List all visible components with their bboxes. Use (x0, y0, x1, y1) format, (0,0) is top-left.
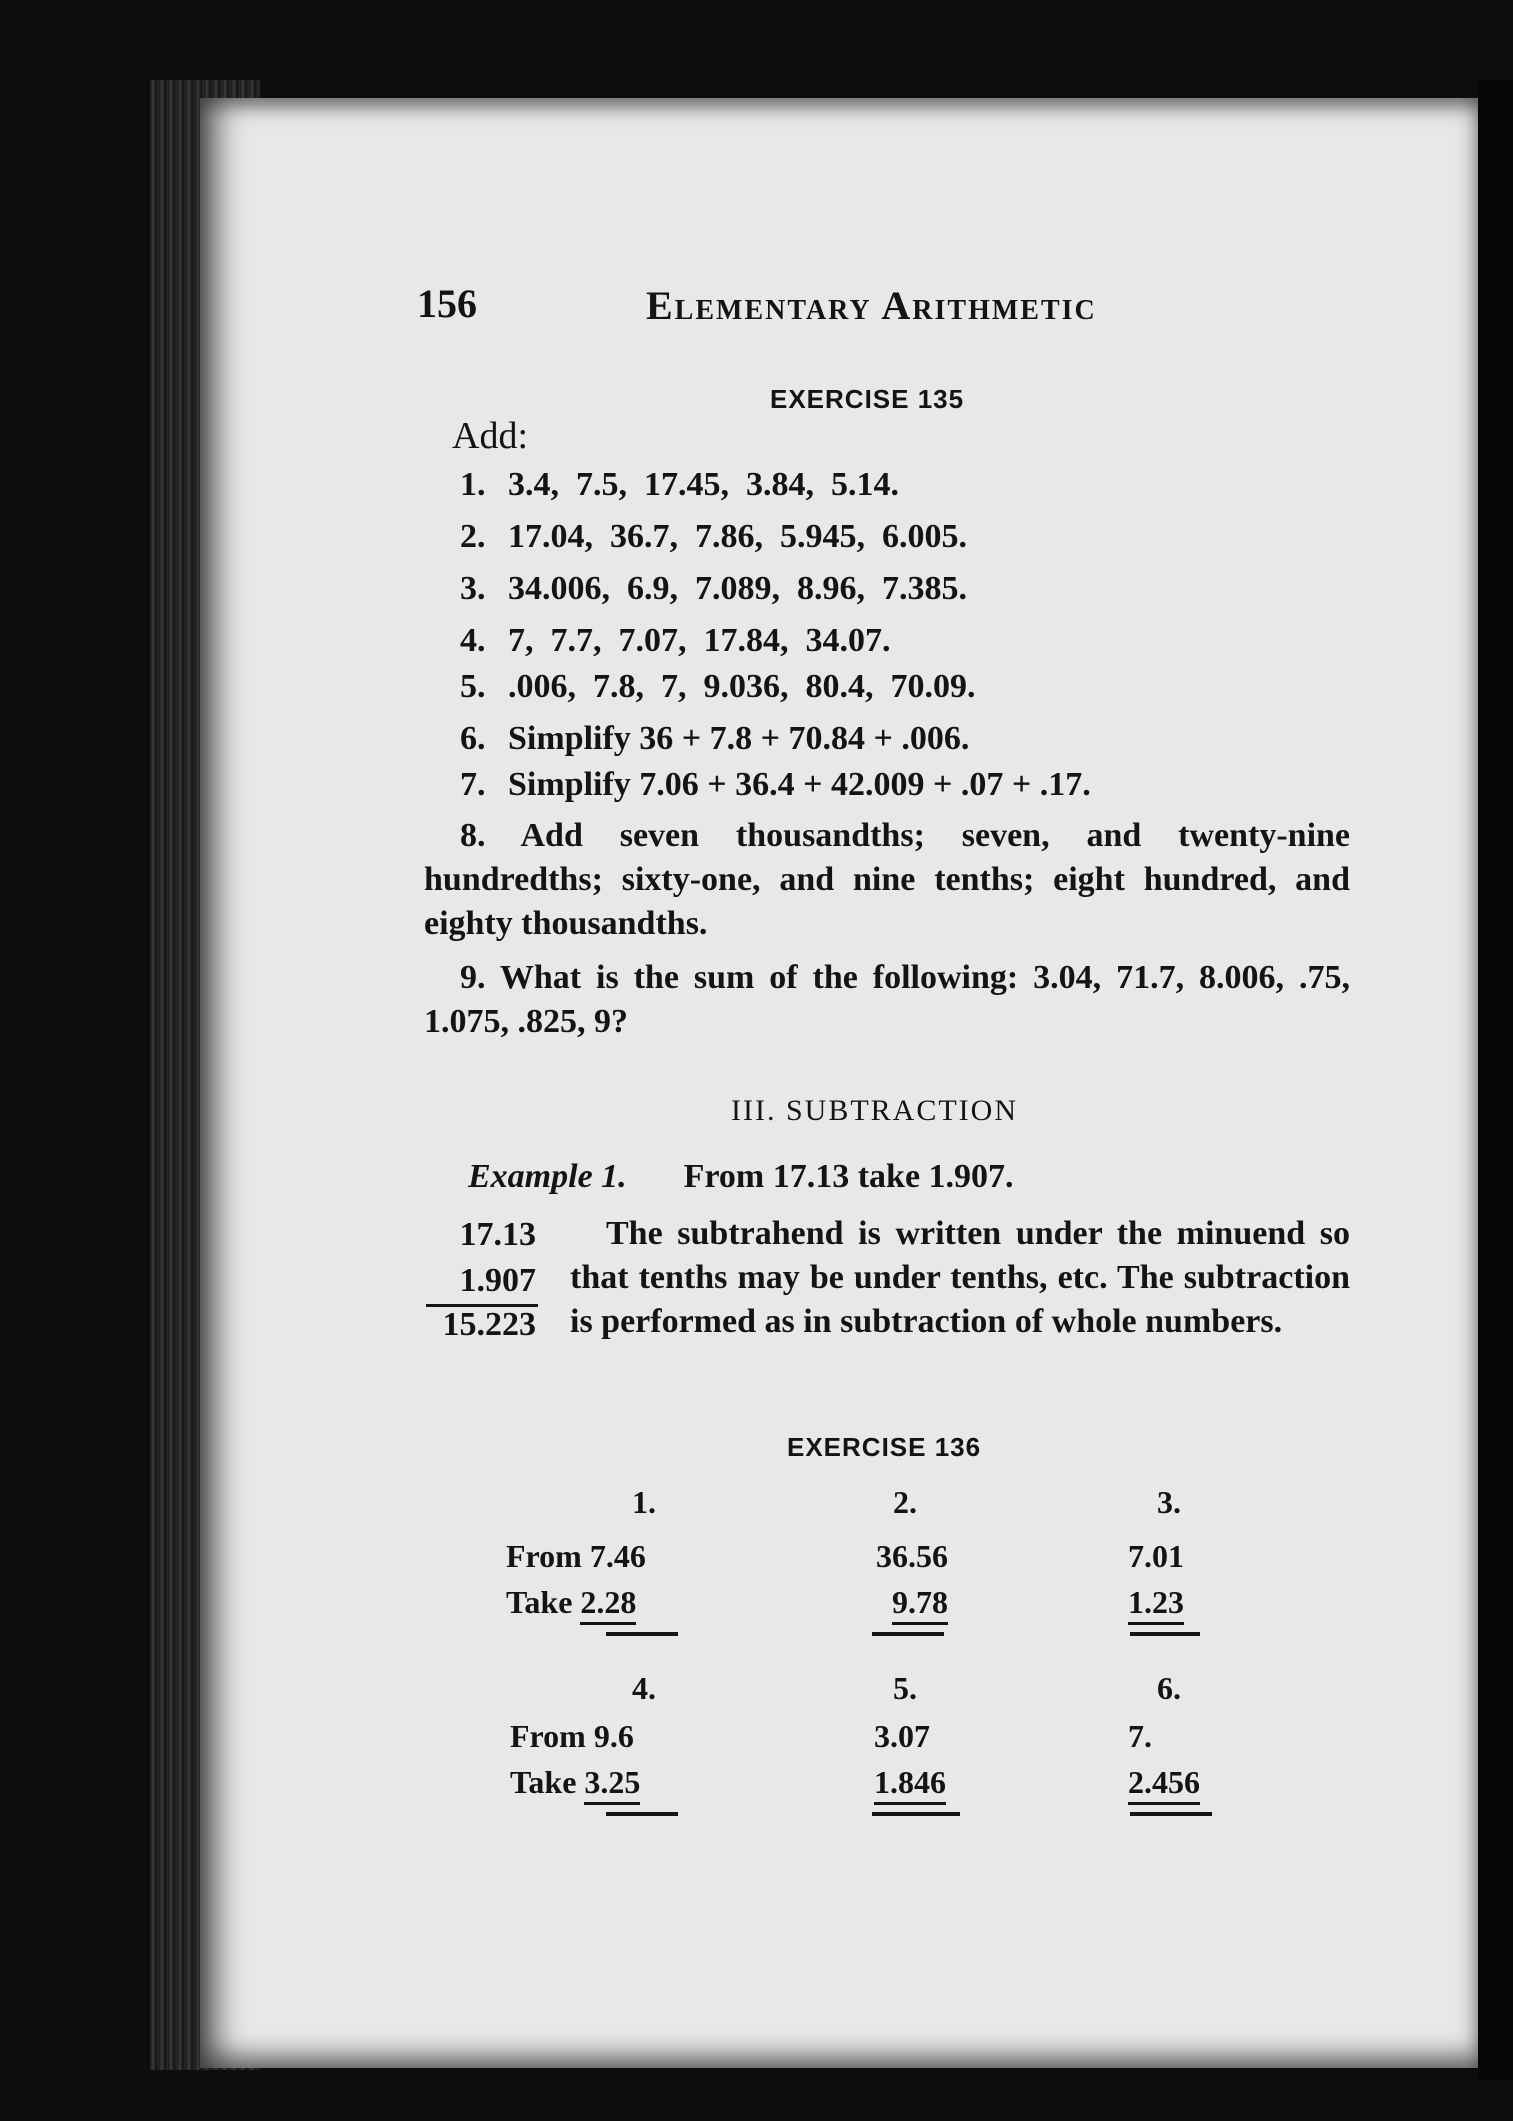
exercise-135-item-2 (460, 518, 967, 556)
example-label: Example 1. (468, 1158, 627, 1195)
take-value: 2.456 (1128, 1762, 1200, 1805)
item-number: 5. (460, 668, 486, 705)
take-label: Take (510, 1764, 577, 1800)
problem-5-number: 5. (893, 1670, 917, 1706)
item-text: 7, 7.7, 7.07, 17.84, 34.07. (508, 622, 891, 659)
from-value: 7.46 (589, 1538, 646, 1574)
problem-6-number: 6. (1157, 1670, 1181, 1706)
take-value: 9.78 (892, 1582, 948, 1625)
exercise-136-heading: EXERCISE 136 (787, 1432, 982, 1462)
page-right-shadow (1478, 80, 1513, 2080)
exercise-135-item-3 (460, 570, 967, 608)
exercise-135-item-6 (460, 720, 969, 758)
item-number: 7. (460, 766, 486, 803)
problem-3-number: 3. (1157, 1484, 1181, 1520)
exercise-135-item-1 (460, 466, 899, 504)
problem-5-take (874, 1762, 946, 1805)
item-number: 6. (460, 720, 486, 757)
item-text: Simplify 36 + 7.8 + 70.84 + .006. (508, 720, 970, 757)
example-text: From 17.13 take 1.907. (683, 1158, 1014, 1195)
item-number: 9. (460, 959, 486, 996)
problem-6-answer-rule (1130, 1812, 1212, 1816)
problem-1-from (506, 1538, 646, 1575)
problem-5-from: 3.07 (874, 1718, 930, 1754)
exercise-135-item-5 (460, 668, 976, 706)
problem-4-number: 4. (632, 1670, 656, 1706)
item-number: 4. (460, 622, 486, 659)
problem-6-take (1128, 1762, 1200, 1805)
problem-6-from: 7. (1128, 1718, 1152, 1754)
subtraction-explanation (570, 1212, 1350, 1344)
exercise-135-item-9 (424, 956, 1350, 1044)
running-title: Elementary Arithmetic (646, 283, 1097, 328)
minuend: 17.13 (459, 1216, 536, 1253)
page-number: 156 (417, 281, 477, 326)
problem-3-answer-rule (1130, 1632, 1200, 1636)
item-number: 2. (460, 518, 486, 555)
item-number: 1. (460, 466, 486, 503)
item-text: 34.006, 6.9, 7.089, 8.96, 7.385. (508, 570, 967, 607)
difference: 15.223 (442, 1306, 536, 1343)
item-text: 3.4, 7.5, 17.45, 3.84, 5.14. (508, 466, 899, 503)
from-label: From (510, 1718, 586, 1754)
problem-1-answer-rule (606, 1632, 678, 1636)
section-heading: III. SUBTRACTION (731, 1094, 1018, 1127)
problem-2-number: 2. (893, 1484, 917, 1520)
problem-1-take (506, 1582, 636, 1625)
problem-2-take (840, 1582, 948, 1625)
take-value: 3.25 (584, 1762, 640, 1805)
problem-4-from (510, 1718, 634, 1755)
item-text: .006, 7.8, 7, 9.036, 80.4, 70.09. (508, 668, 976, 705)
take-value: 1.846 (874, 1762, 946, 1805)
take-value: 1.23 (1128, 1582, 1184, 1625)
exercise-135-item-4 (460, 622, 891, 660)
exercise-135-item-8 (424, 814, 1350, 946)
item-text: 17.04, 36.7, 7.86, 5.945, 6.005. (508, 518, 967, 555)
take-label: Take (506, 1584, 573, 1620)
problem-1-number: 1. (632, 1484, 656, 1520)
item-number: 8. (460, 817, 486, 854)
subtrahend: 1.907 (459, 1262, 536, 1299)
from-value: 9.6 (593, 1718, 634, 1754)
problem-2-from: 36.56 (876, 1538, 948, 1574)
exercise-135-heading: EXERCISE 135 (770, 384, 965, 414)
problem-4-take (510, 1762, 640, 1805)
item-number: 3. (460, 570, 486, 607)
take-value: 2.28 (580, 1582, 636, 1625)
exercise-135-item-7 (460, 766, 1091, 804)
problem-5-answer-rule (872, 1812, 960, 1816)
problem-3-from: 7.01 (1128, 1538, 1184, 1574)
explanation-text: The subtrahend is written under the minuend so that tenths may be under tenths, etc. The subtraction is performed as in subtraction of whole numbers. (570, 1215, 1350, 1340)
problem-3-take (1128, 1582, 1184, 1625)
item-text: What is the sum of the following: 3.04, 71.7, 8.006, .75, 1.075, .825, 9? (424, 959, 1350, 1040)
item-text: Add seven thousandths; seven, and twenty-nine hundredths; sixty-one, and nine tenths; eight hundred, and eighty thousandths. (424, 817, 1351, 942)
add-instruction: Add: (452, 415, 528, 457)
from-label: From (506, 1538, 582, 1574)
item-text: Simplify 7.06 + 36.4 + 42.009 + .07 + .17. (508, 766, 1091, 803)
problem-2-answer-rule (872, 1632, 944, 1636)
problem-4-answer-rule (606, 1812, 678, 1816)
example-line (468, 1158, 1014, 1196)
